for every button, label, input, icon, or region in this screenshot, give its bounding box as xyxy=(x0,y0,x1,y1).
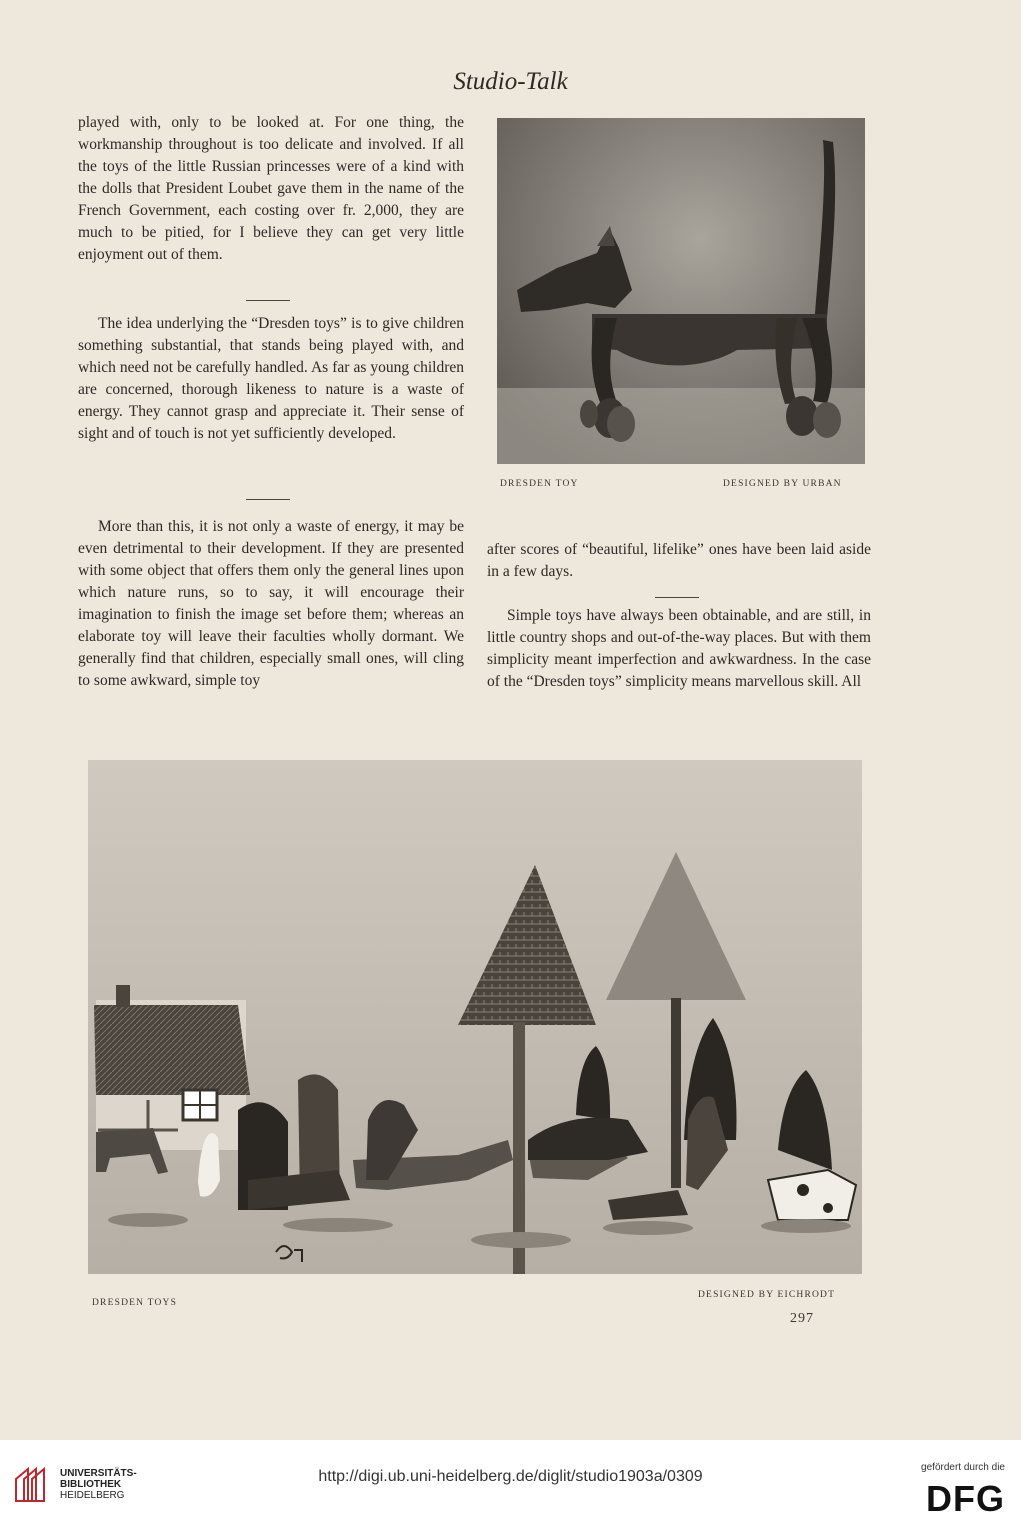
section-divider xyxy=(655,597,699,598)
library-line: BIBLIOTHEK xyxy=(60,1479,122,1490)
right-column-top xyxy=(487,539,871,583)
top-figure-caption-left: DRESDEN TOY xyxy=(500,479,579,489)
right-column-bottom xyxy=(487,605,871,693)
library-line: HEIDELBERG xyxy=(60,1490,125,1501)
library-line: UNIVERSITÄTS- xyxy=(60,1468,137,1479)
dfg-logo: DFG xyxy=(926,1478,1005,1519)
left-column-top xyxy=(78,112,464,266)
paragraph: played with, only to be looked at. For one thing, the workmanship throughout is too delicate and involved. If all the toys of the little Russian princesses were of a kind with the dolls that President Loubet gave them in the name of the French Government, each costing over fr. 2,000, they are much to be pitied, for I believe they can get very little enjoyment out of them. xyxy=(78,114,464,263)
left-column-bottom xyxy=(78,516,464,692)
toy-scene-illustration xyxy=(88,760,862,1274)
bottom-figure-caption-left: DRESDEN TOYS xyxy=(92,1298,178,1308)
paragraph: after scores of “beautiful, lifelike” ones have been laid aside in a few days. xyxy=(487,541,871,580)
dresden-toys-scene-photo xyxy=(88,760,862,1274)
paragraph: Simple toys have always been obtainable, and are still, in little country shops and out-of-the-way places. But with them simplicity meant imperfection and awkwardness. In the case of the “Dresden toys” simplicity means marvellous skill. All xyxy=(487,607,871,690)
running-header: Studio-Talk xyxy=(453,68,568,95)
dog-toy-illustration xyxy=(497,118,865,464)
top-figure-caption-right: DESIGNED BY URBAN xyxy=(723,479,842,489)
paragraph: More than this, it is not only a waste of energy, it may be even detrimental to their development. If they are presented with some object that offers them only the general lines upon which nature runs, so to say, it will encourage their imagination to finish the image set before them; whereas an elaborate toy will leave their faculties wholly dormant. We generally find that children, especially small ones, will cling to some awkward, simple toy xyxy=(78,518,464,689)
bottom-figure-caption-right: DESIGNED BY EICHRODT xyxy=(698,1290,836,1300)
funder-text: gefördert durch die xyxy=(921,1462,1005,1473)
section-divider xyxy=(246,300,290,301)
source-url-link[interactable]: http://digi.ub.uni-heidelberg.de/diglit/studio1903a/0309 xyxy=(318,1468,703,1485)
section-divider xyxy=(246,499,290,500)
page-number: 297 xyxy=(790,1311,814,1326)
dresden-toy-dog-photo xyxy=(497,118,865,464)
left-column-middle xyxy=(78,313,464,445)
paragraph: The idea underlying the “Dresden toys” is to give children something substantial, that stands being played with, and which need not be carefully handled. As far as young children are concerned, thorough likeness to nature is a waste of energy. They cannot grasp and appreciate it. Their sense of sight and of touch is not yet sufficiently developed. xyxy=(78,315,464,442)
